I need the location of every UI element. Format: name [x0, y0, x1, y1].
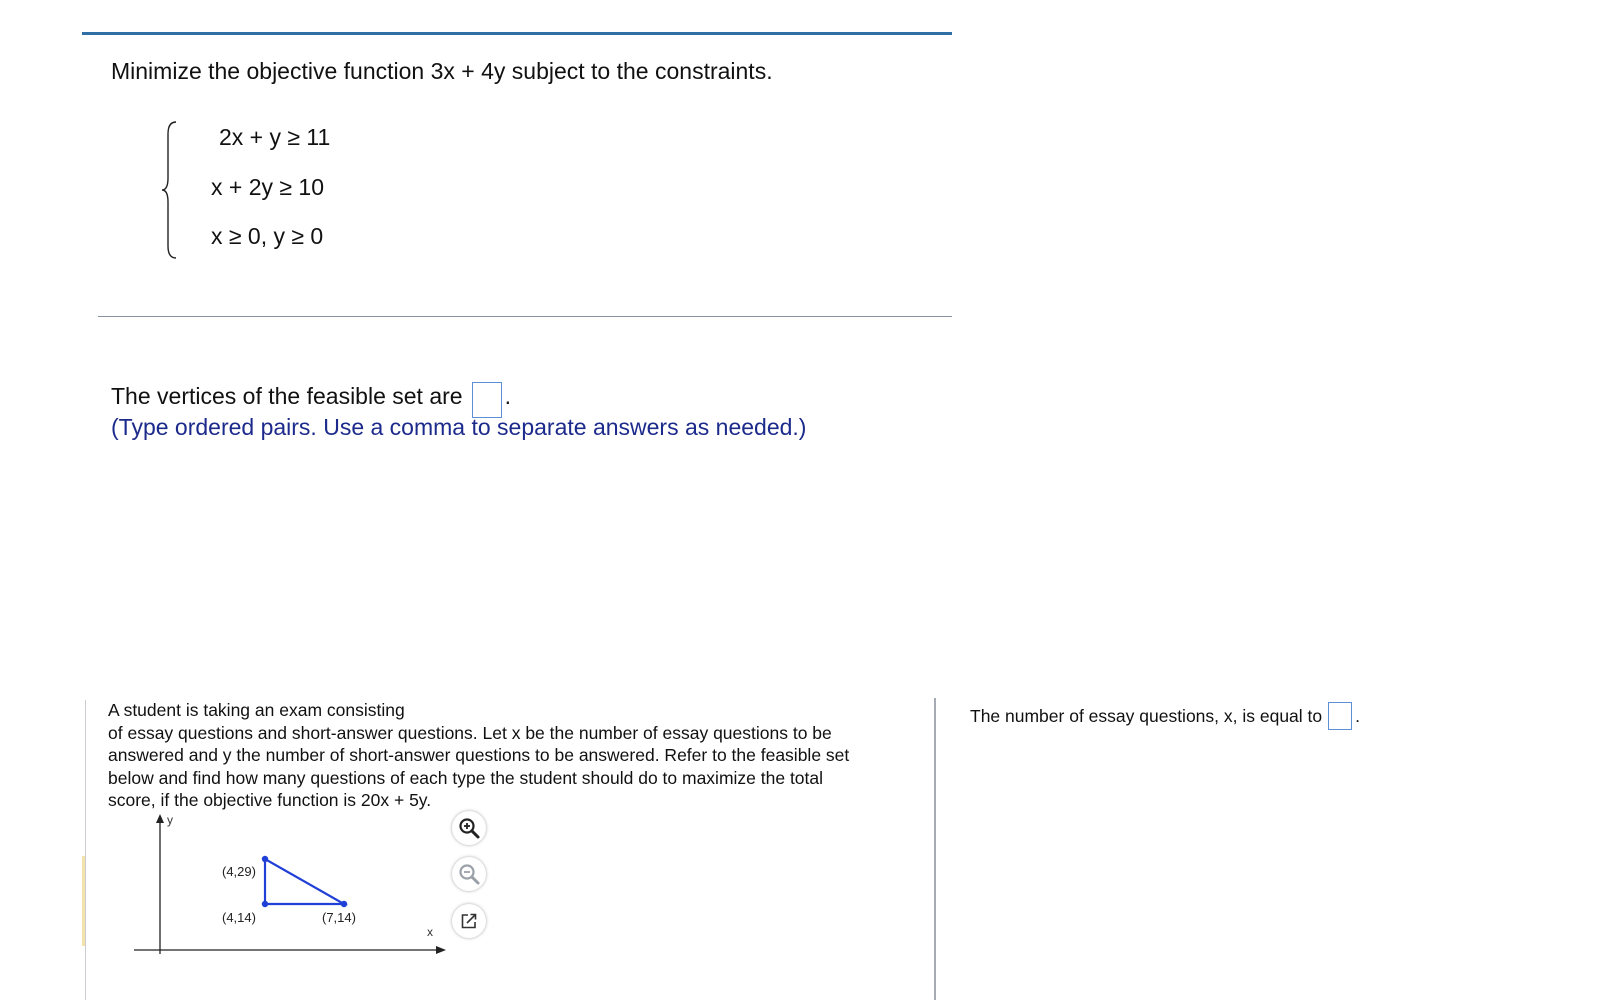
- vertices-suffix: .: [504, 383, 511, 409]
- problem-line: score, if the objective function is 20x + 5y.: [108, 790, 432, 810]
- essay-question: [970, 702, 1360, 730]
- y-axis-label: y: [167, 813, 173, 827]
- vertices-answer-input[interactable]: [472, 382, 502, 418]
- section-divider: [98, 316, 952, 317]
- constraint-3: x ≥ 0, y ≥ 0: [211, 223, 324, 249]
- vertex-point: [262, 901, 268, 907]
- vertices-question: [111, 374, 511, 410]
- question-prompt: Minimize the objective function 3x + 4y subject to the constraints.: [111, 58, 773, 84]
- pop-out-icon: [459, 911, 479, 931]
- highlight-marker: [82, 856, 85, 946]
- problem-line: A student is taking an exam consisting: [108, 700, 405, 720]
- problem-line: answered and y the number of short-answer questions to be answered. Refer to the feasible set: [108, 745, 850, 765]
- constraint-2: x + 2y ≥ 10: [211, 174, 324, 200]
- vertex-point: [262, 856, 268, 862]
- essay-answer-input[interactable]: [1328, 702, 1352, 730]
- vertex-label: (4,14): [222, 910, 256, 925]
- left-panel-border: [85, 700, 86, 1000]
- vertex-label: (7,14): [322, 910, 356, 925]
- zoom-out-icon: [457, 862, 481, 886]
- problem-line: of essay questions and short-answer questions. Let x be the number of essay questions to be: [108, 722, 832, 743]
- essay-suffix: .: [1355, 705, 1361, 726]
- zoom-in-button[interactable]: [452, 811, 486, 845]
- constraint-1: 2x + y ≥ 11: [219, 124, 331, 150]
- essay-prompt: The number of essay questions, x, is equal to: [970, 705, 1323, 726]
- problem-line: below and find how many questions of each type the student should do to maximize the total: [108, 767, 824, 788]
- constraint-brace: [160, 120, 180, 260]
- zoom-in-icon: [457, 816, 481, 840]
- pop-out-button[interactable]: [452, 904, 486, 938]
- vertices-prompt: The vertices of the feasible set are: [111, 383, 463, 409]
- y-axis-arrow: [156, 814, 164, 823]
- feasible-region: [265, 859, 344, 904]
- panel-divider: [934, 698, 936, 1000]
- top-divider: [82, 32, 952, 35]
- x-axis-label: x: [427, 925, 433, 939]
- x-axis-arrow: [436, 946, 446, 954]
- answer-hint: (Type ordered pairs. Use a comma to separate answers as needed.): [111, 414, 807, 440]
- feasible-set-graph: [124, 812, 454, 962]
- problem-statement: [108, 699, 898, 812]
- vertex-point: [341, 901, 347, 907]
- vertex-label: (4,29): [222, 864, 256, 879]
- zoom-out-button[interactable]: [452, 857, 486, 891]
